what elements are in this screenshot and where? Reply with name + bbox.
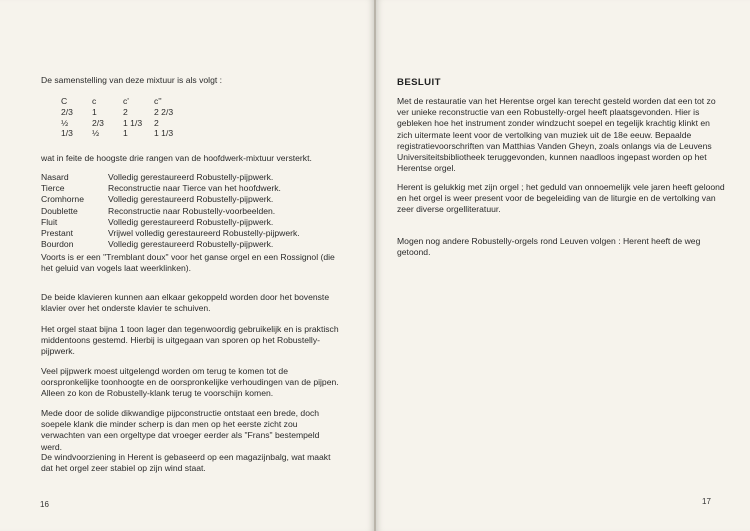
stop-description: Vrijwel volledig gerestaureerd Robustelly-pijpwerk. [108,228,300,239]
stop-name: Tierce [41,183,65,194]
mixture-cell: 1 [123,128,128,139]
paragraph-closing: Mogen nog andere Robustelly-orgels rond Leuven volgen : Herent heeft de weg getoond. [397,236,701,258]
mixture-cell: ½ [92,128,100,139]
stop-name: Prestant [41,228,74,239]
paragraph-coupler: De beide klavieren kunnen aan elkaar gekoppeld worden door het bovenste klavier over het onderste klavier te schuiven. [41,292,330,314]
stop-row [41,228,300,239]
mixture-row [61,96,185,107]
right-page [376,0,750,531]
mixture-cell: 1 1/3 [154,128,174,139]
stop-description: Reconstructie naar Tierce van het hoofdwerk. [108,183,281,194]
mixture-cell: 2/3 [92,117,104,128]
stop-description: Reconstructie naar Robustelly-voorbeelden. [108,205,276,216]
paragraph-tremulant: Voorts is er een "Tremblant doux" voor het ganse orgel en een Rossignol (die het geluid van vogels laat weerklinken). [41,252,335,274]
stop-row [41,172,300,183]
mixture-row [61,118,185,129]
mixture-cell: c'' [154,96,162,106]
mixture-cell: c' [123,96,129,106]
paragraph-herent: Herent is gelukkig met zijn orgel ; het geduld van onnoemelijk vele jaren heeft geloond en het orgel is weer present voor de begeleiding van de liturgie en de vertolking van zeer diverse orgelliteratuur. [397,182,725,215]
page-number-right: 17 [702,497,711,506]
paragraph-pipework: Veel pijpwerk moest uitgelengd worden om terug te komen tot de oorspronkelijke toonhoogte en de oorspronkelijke verhoudingen van de pijpen. Alleen zo kon de Robustelly-klank terug te voorschijn komen. [41,366,339,399]
paragraph-wind: De windvoorziening in Herent is gebaseerd op een magazijnbalg, wat maakt dat het orgel zeer stabiel op zijn wind staat. [41,452,331,474]
stop-description: Volledig gerestaureerd Robustelly-pijpwerk. [108,194,274,205]
mixture-cell: 2 [123,106,128,117]
left-page [0,0,374,531]
paragraph-conclusion: Met de restauratie van het Herentse orgel kan terecht gesteld worden dat een tot zo ver unieke reconstructie van een Robustelly-orgel heeft plaatsgevonden. Hier is gebleken hoe het instrument zonder windzucht soepel en tegelijk krachtig klinkt en zich uitermate leent voor de vertolking van muziek uit de 18e eeuw. Bepaalde registratievoorschriften van Matthias Vanden Gheyn, zoals onlangs via de Leuvens Universiteitsbibliotheek teruggevonden, kunnen naadloos ingepast worden op het Herentse orgel. [397,96,716,174]
mixture-cell: 1/3 [61,128,73,139]
mixture-cell: 1 [92,106,97,117]
page-number-left: 16 [40,500,49,509]
mixture-row [61,128,185,139]
stop-name: Nasard [41,172,69,182]
stop-name: Cromhorne [41,194,84,205]
stop-row [41,217,300,228]
stop-description: Volledig gerestaureerd Robustelly-pijpwerk. [108,239,274,250]
mixture-row [61,107,185,118]
stop-row [41,194,300,205]
stop-description: Volledig gerestaureerd Robustelly-pijpwerk. [108,216,274,227]
mixture-intro: De samenstelling van deze mixtuur is als volgt : [41,75,223,85]
mixture-cell: 1 1/3 [123,117,143,128]
mixture-cell: C [61,96,68,106]
stop-name: Doublette [41,205,78,216]
mixture-table [61,96,185,139]
stop-row [41,239,300,250]
stop-row [41,206,300,217]
stop-name: Bourdon [41,239,74,250]
stop-list [41,172,300,250]
mixture-cell: 2 [154,117,159,128]
stop-row [41,183,300,194]
mixture-cell: 2/3 [61,106,73,117]
mixture-note: wat in feite de hoogste drie rangen van de hoofdwerk-mixtuur versterkt. [41,153,312,163]
mixture-cell: c [92,96,97,106]
section-heading: BESLUIT [397,77,441,88]
stop-description: Volledig gerestaureerd Robustelly-pijpwerk. [108,172,274,182]
stop-name: Fluit [41,216,58,227]
mixture-cell: 2 2/3 [154,106,174,117]
paragraph-sound: Mede door de solide dikwandige pijpconstructie ontstaat een brede, doch soepele klank die minder scherp is dan men op het eerste zicht zou verwachten van een orgeltype dat vroeger eerder als "Frans" bestempeld werd. [41,408,320,452]
mixture-cell: ½ [61,117,69,128]
paragraph-tuning: Het orgel staat bijna 1 toon lager dan tegenwoordig gebruikelijk en is praktisch middentoons gestemd. Hierbij is uitgegaan van sporen op het Robustelly-pijpwerk. [41,324,339,357]
